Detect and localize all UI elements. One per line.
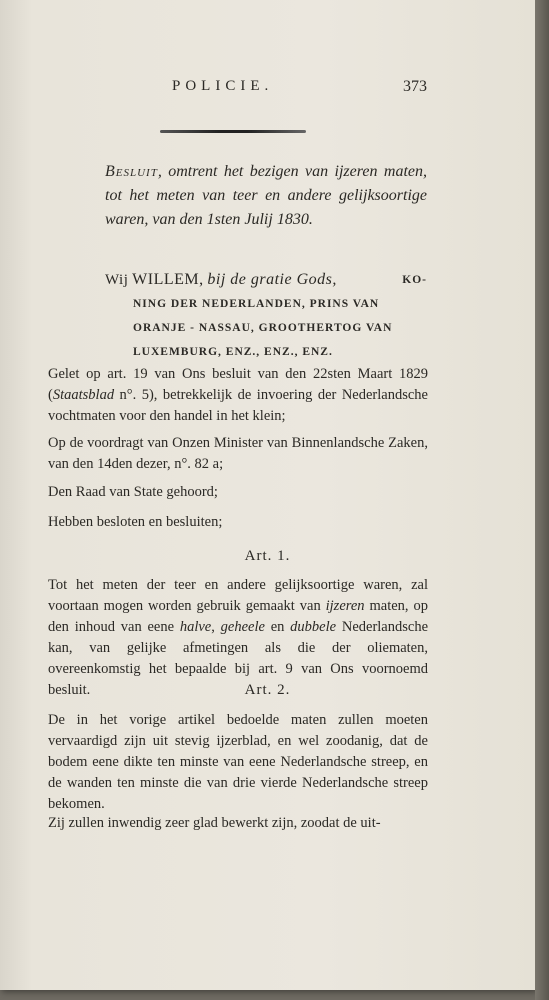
decree-title: [105, 160, 427, 232]
article-1-text-c: ,: [211, 619, 221, 635]
article-1-heading: Art. 1.: [244, 548, 291, 564]
paragraph-gelet-a: Gelet op art. 19 van Ons besluit van den 22sten Maart 1829 (: [48, 366, 428, 403]
article-2-heading: Art. 2.: [244, 682, 291, 698]
running-head: POLICIE.: [172, 78, 274, 94]
decree-title-text: , omtrent het bezigen van ijzeren maten, tot het meten van teer en andere gelijksoortige waren, van den 1sten Julij 1830.: [105, 163, 427, 228]
article-1-text-d: en: [264, 619, 291, 635]
article-1-text-a: Tot het meten der teer en andere gelijksoortige waren, zal voortaan mogen worden gebruik gemaakt van: [48, 577, 428, 614]
royal-line-2: NING DER NEDERLANDEN, PRINS VAN: [133, 298, 380, 310]
article-1-text-b: maten, op den inhoud van eene: [48, 598, 428, 635]
royal-gratie: bij de gratie Gods,: [207, 271, 337, 288]
paragraph-gelet: [48, 364, 428, 427]
decree-title-label: Besluit: [105, 163, 158, 180]
royal-ko: KO-: [402, 274, 427, 286]
paragraph-voordragt: Op de voordragt van Onzen Minister van Binnenlandsche Zaken, van den 14den dezer, n°. 82 a;: [48, 435, 428, 472]
page-header: [0, 78, 535, 100]
royal-willem: WILLEM,: [132, 271, 204, 288]
paragraph-raad: Den Raad van State gehoord;: [48, 484, 218, 500]
article-1-dubbele: dubbele: [290, 619, 337, 635]
paragraph-gelet-b: n°. 5), betrekkelijk de invoering der Nederlandsche vochtmaten voor den handel in het klein;: [48, 387, 428, 424]
royal-line-3: ORANJE - NASSAU, GROOTHERTOG VAN: [133, 322, 393, 334]
article-2-text: De in het vorige artikel bedoelde maten zullen moeten vervaardigd zijn uit stevig ijzerblad, en wel zoodanig, dat de bodem eene dikte ten minste van eene Nederlandsche streep, en de wanden ten minste die van drie vierde Nederlandsche streep bekomen.: [48, 712, 428, 812]
page-edge: [535, 0, 549, 1000]
article-1-geheele: geheele: [220, 619, 265, 635]
royal-line-4: LUXEMBURG, ENZ., ENZ., ENZ.: [133, 346, 333, 358]
royal-wij: Wij: [105, 272, 129, 288]
decorative-rule: [160, 130, 306, 133]
article-2-continuation: Zij zullen inwendig zeer glad bewerkt zijn, zoodat de uit-: [48, 815, 381, 831]
royal-line-1: [105, 268, 427, 292]
article-1-halve: halve: [179, 619, 212, 635]
article-1-text-e: Nederlandsche kan, van gelijke afmetingen als die der oliematen, overeenkomstig het bepaalde bij art. 9 van Ons voornoemd besluit.: [48, 619, 429, 698]
article-1-ijzeren: ijzeren: [325, 598, 365, 614]
page-number: 373: [403, 78, 427, 95]
paragraph-besloten: Hebben besloten en besluiten;: [48, 514, 223, 530]
royal-preamble: [105, 268, 427, 364]
staatsblad-ref: Staatsblad: [52, 387, 115, 403]
